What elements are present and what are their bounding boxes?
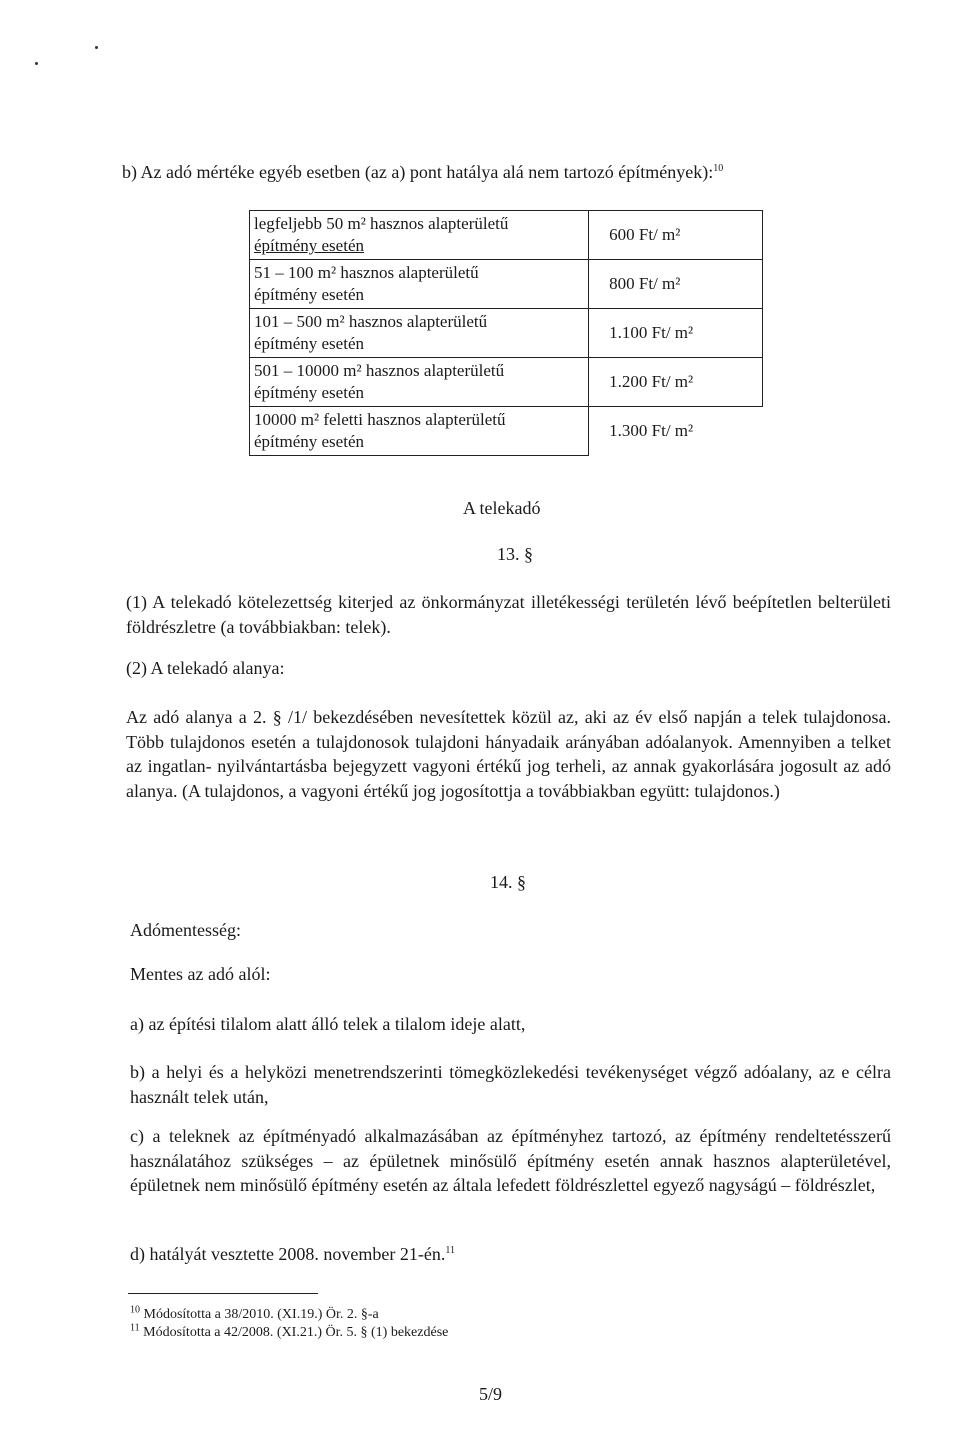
rate-amount-cell: 1.100 Ft/ m² <box>589 309 763 358</box>
rate-description-line: építmény esetén <box>254 383 364 402</box>
rate-description-cell <box>250 260 589 309</box>
exemption-item-b: b) a helyi és a helyközi menetrendszerinti tömegközlekedési tevékenységet végző adóalany, az e célra használt telek után, <box>130 1062 891 1107</box>
table-row <box>250 309 763 358</box>
scan-speck <box>35 62 38 65</box>
table-row <box>250 358 763 407</box>
footnote-11 <box>130 1324 448 1342</box>
exemption-item-d <box>130 1242 455 1266</box>
section-b-heading-text: b) Az adó mértéke egyéb esetben (az a) pont hatálya alá nem tartozó építmények): <box>122 162 714 182</box>
rate-description-line: építmény esetén <box>254 236 364 255</box>
exemption-item-c: c) a teleknek az építményadó alkalmazásában az építményhez tartozó, az építmény rendeltetésszerű használatához szükséges – az épületnek minősülő építmény esetén annak hasznos alapterületével, épületnek nem minősülő építmény esetén az általa lefedett földrészlettel egyező nagyságú – földrészlet, <box>130 1126 891 1196</box>
rate-description-cell <box>250 407 589 456</box>
rate-description-line: 51 – 100 m² hasznos alapterületű <box>254 263 479 282</box>
section-14-number: 14. § <box>490 872 526 892</box>
table-row <box>250 211 763 260</box>
rate-description-line: 101 – 500 m² hasznos alapterületű <box>254 312 488 331</box>
rate-description-line: 10000 m² feletti hasznos alapterületű <box>254 410 506 429</box>
rate-description-line: legfeljebb 50 m² hasznos alapterületű <box>254 214 509 233</box>
footnote-text: Módosította a 38/2010. (XI.19.) Ör. 2. §-a <box>143 1307 379 1322</box>
footnote-number: 11 <box>130 1322 140 1334</box>
footnote-ref-10: 10 <box>713 163 724 174</box>
footnote-10 <box>130 1306 379 1324</box>
table-row <box>250 260 763 309</box>
rate-description-cell <box>250 309 589 358</box>
rate-description-line: építmény esetén <box>254 285 364 304</box>
exemption-label: Adómentesség: <box>130 920 241 940</box>
rate-amount-cell: 800 Ft/ m² <box>589 260 763 309</box>
footnote-divider <box>128 1293 318 1294</box>
exemption-item-d-text: d) hatályát vesztette 2008. november 21-én. <box>130 1244 446 1264</box>
rate-amount-cell: 1.300 Ft/ m² <box>609 421 694 441</box>
telekado-paragraph-3: Az adó alanya a 2. § /1/ bekezdésében nevesítettek közül az, aki az év első napján a telek tulajdonosa. Több tulajdonos esetén a tulajdonosok tulajdoni hányadaik arányában adóalanyok. Amennyiben a telket az ingatlan- nyilvántartásba bejegyzett vagyoni értékű jog terheli, az annak gyakorlására jogosult az adó alanya. (A tulajdonos, a vagyoni értékű jog jogosítottja a továbbiakban együtt: tulajdonos.) <box>126 707 891 801</box>
rate-description-line: építmény esetén <box>254 432 364 451</box>
rate-description-line: építmény esetén <box>254 334 364 353</box>
telekado-title: A telekadó <box>463 498 541 518</box>
table-row <box>250 407 763 456</box>
telekado-paragraph-1: (1) A telekadó kötelezettség kiterjed az önkormányzat illetékességi területén lévő beépítetlen belterületi földrészletre (a továbbiakban: telek). <box>126 592 891 637</box>
exemption-item-a: a) az építési tilalom alatt álló telek a tilalom ideje alatt, <box>130 1014 526 1034</box>
telekado-paragraph-2-label: (2) A telekadó alanya: <box>126 658 285 678</box>
rate-amount-cell: 600 Ft/ m² <box>589 211 763 260</box>
scan-speck <box>95 46 98 49</box>
exempt-intro: Mentes az adó alól: <box>130 964 271 984</box>
section-13-number: 13. § <box>497 544 533 564</box>
section-b-heading <box>122 160 723 184</box>
rate-description-line: 501 – 10000 m² hasznos alapterületű <box>254 361 505 380</box>
rate-description-cell <box>250 358 589 407</box>
rate-amount-cell: 1.200 Ft/ m² <box>589 358 763 407</box>
footnote-ref-11: 11 <box>445 1245 456 1256</box>
building-tax-rate-table <box>249 210 763 456</box>
rate-description-cell <box>250 211 589 260</box>
page-number: 5/9 <box>479 1384 503 1404</box>
footnote-text: Módosította a 42/2008. (XI.21.) Ör. 5. § (1) bekezdése <box>143 1325 449 1340</box>
footnote-number: 10 <box>130 1304 140 1316</box>
